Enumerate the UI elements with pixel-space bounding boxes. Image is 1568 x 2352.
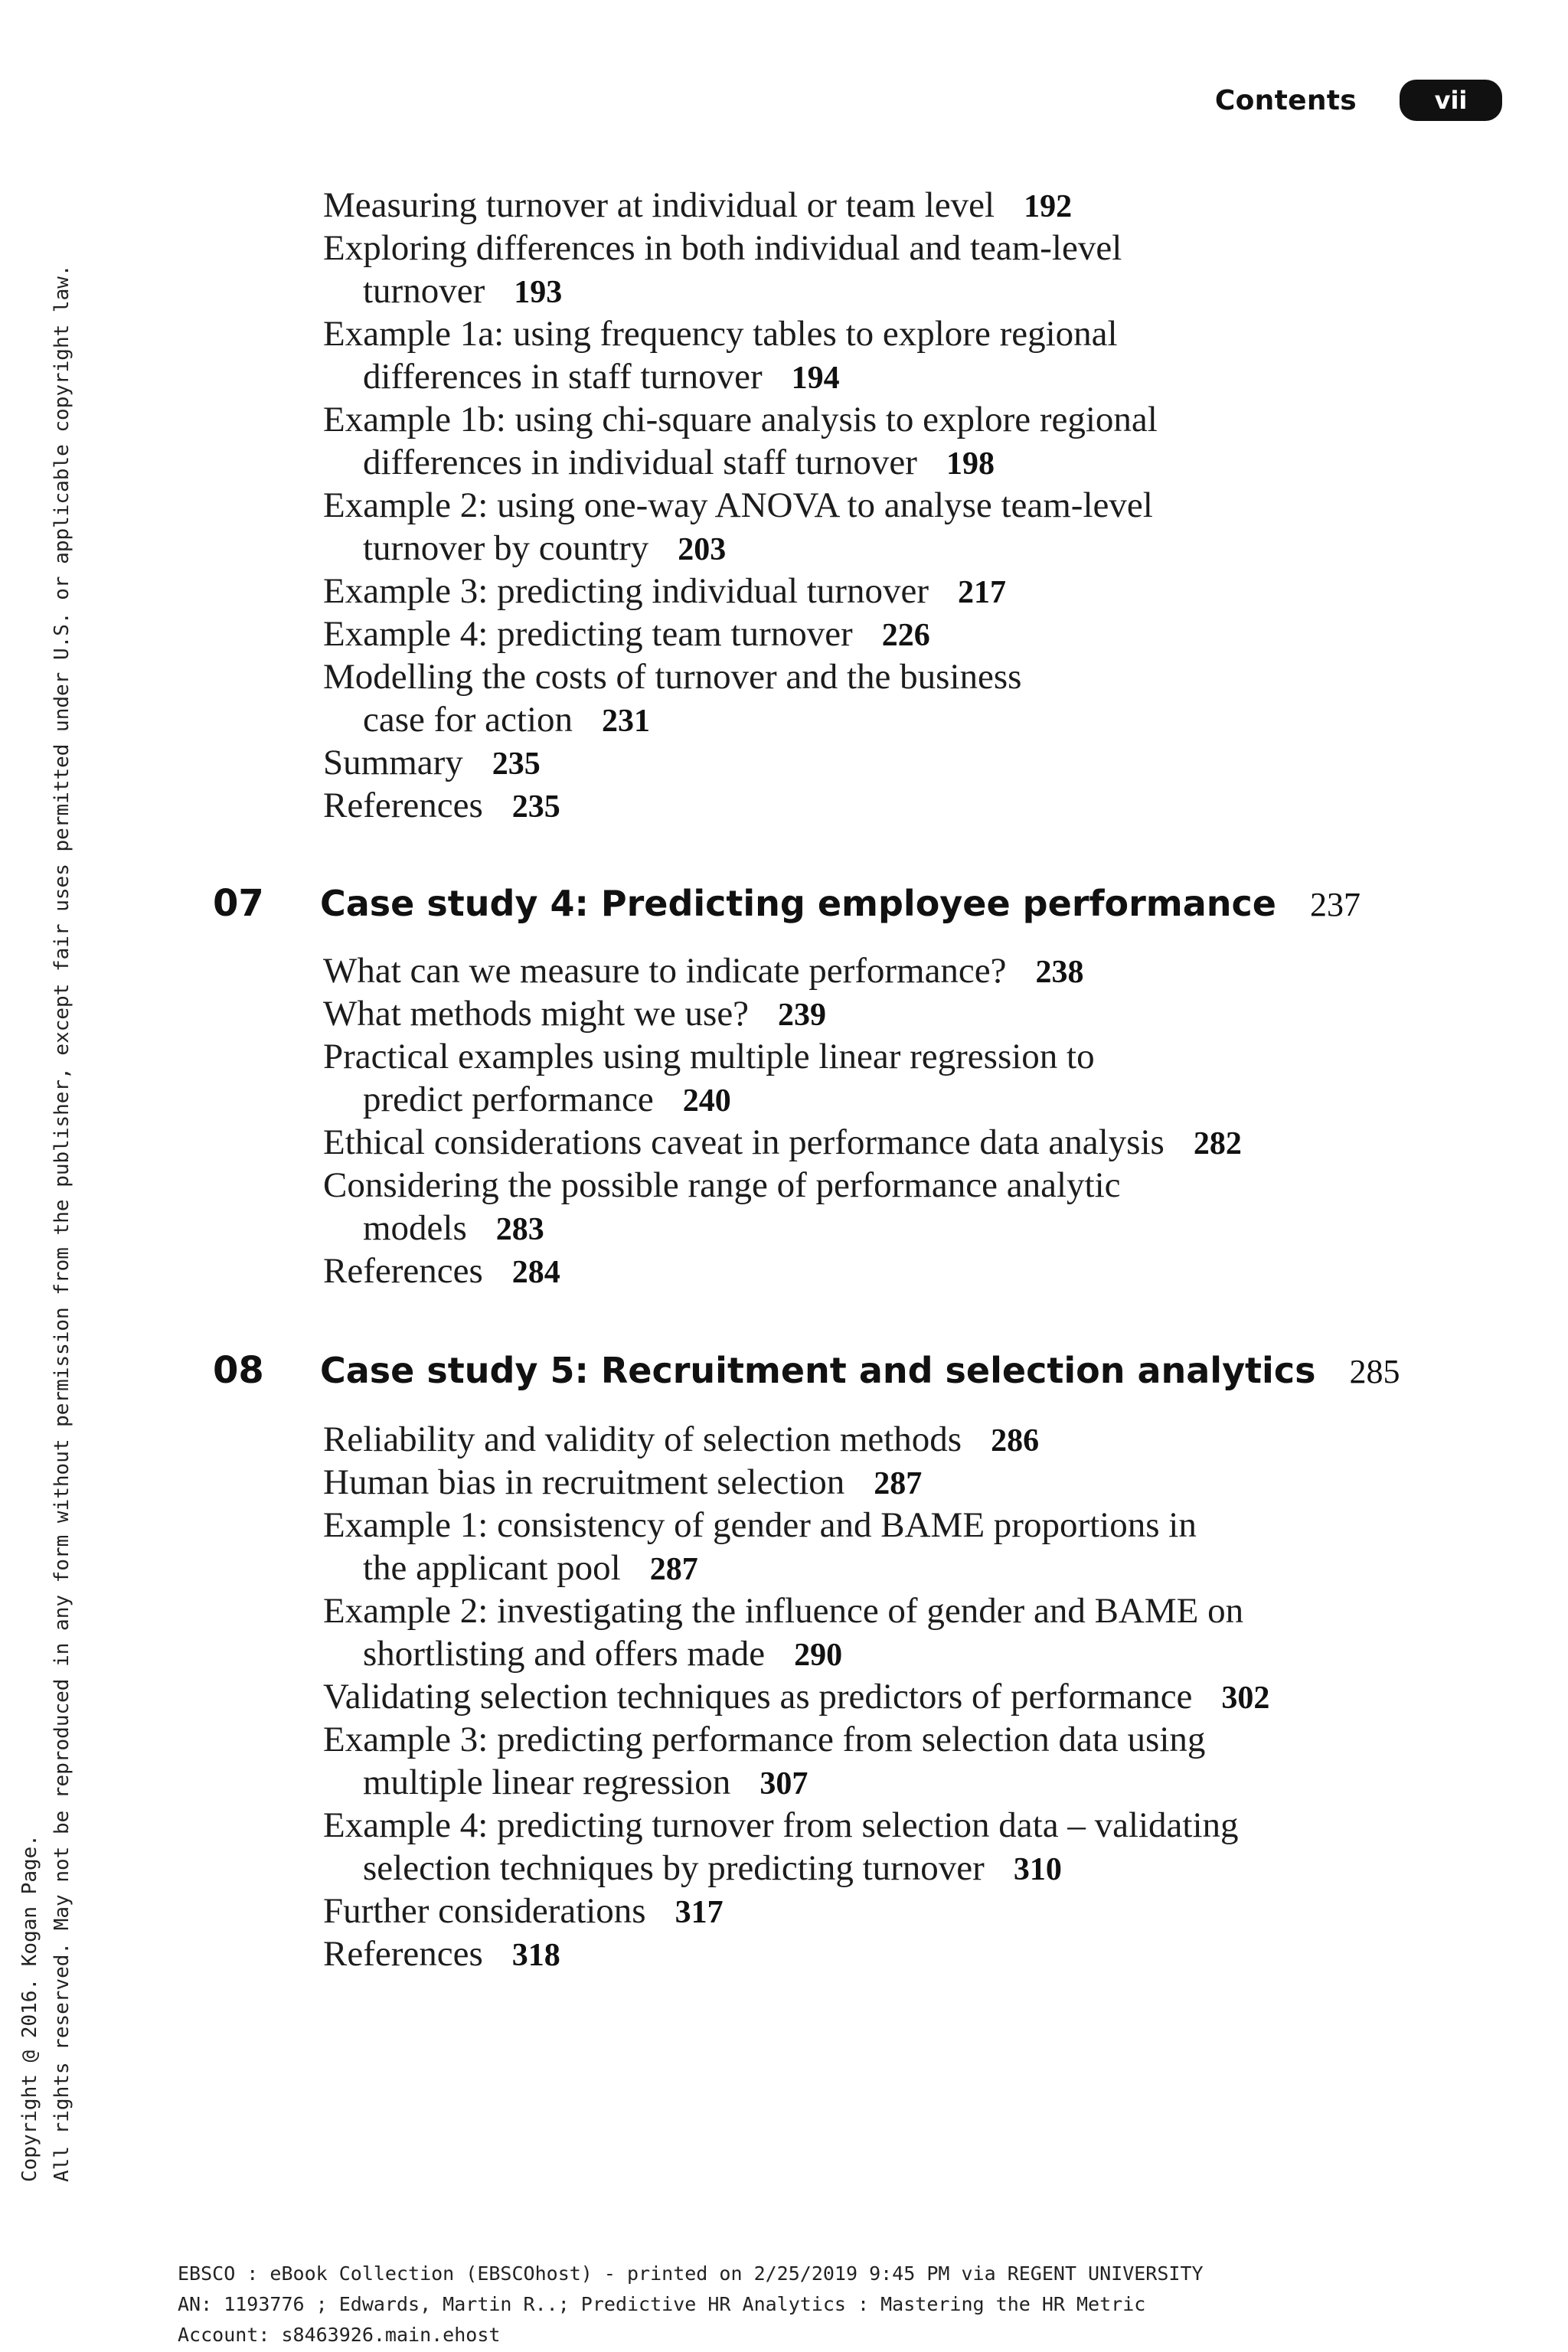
- page-ref: 231: [602, 704, 651, 739]
- chapter-number: 07: [213, 882, 264, 925]
- toc-entry: Example 4: predicting turnover from selection data – validating selection techniques by predicting turnover 310: [323, 1805, 1239, 1888]
- page-ref: 307: [760, 1766, 808, 1802]
- toc-entry: Example 3: predicting performance from selection data using multiple linear regression 307: [323, 1720, 1206, 1802]
- page-header: [1215, 80, 1502, 121]
- running-head-title: Contents: [1214, 84, 1357, 116]
- footer-line-1: EBSCO : eBook Collection (EBSCOhost) - printed on 2/25/2019 9:45 PM via REGENT UNIVERSITY: [178, 2262, 1204, 2285]
- footer-line-2: AN: 1193776 ; Edwards, Martin R..; Predictive HR Analytics : Mastering the HR Metric: [178, 2293, 1146, 2315]
- chapter-title: Case study 4: Predicting employee performance: [320, 883, 1276, 924]
- page-ref: 310: [1013, 1852, 1062, 1887]
- toc-entry: Example 2: investigating the influence of gender and BAME on shortlisting and offers made 290: [323, 1591, 1244, 1674]
- page-ref: 287: [874, 1466, 923, 1501]
- toc-entry: Further considerations 317: [323, 1891, 724, 1931]
- page-ref: 302: [1221, 1681, 1270, 1716]
- page-ref: 203: [678, 532, 727, 567]
- footer-line-3: Account: s8463926.main.ehost: [178, 2324, 501, 2346]
- page-ref: 286: [991, 1423, 1040, 1459]
- page-ref: 198: [946, 446, 995, 482]
- page-ref: 283: [495, 1212, 544, 1247]
- page-ref: 239: [778, 998, 827, 1033]
- toc-entry: Practical examples using multiple linear regression to predict performance 240: [323, 1037, 1095, 1119]
- chapter-page: 237: [1310, 886, 1361, 923]
- toc-entry: Example 4: predicting team turnover 226: [323, 614, 930, 654]
- page-ref: 317: [675, 1895, 724, 1930]
- page-ref: 217: [957, 575, 1006, 610]
- page-number-badge: vii: [1400, 80, 1502, 121]
- toc-entry: Example 1: consistency of gender and BAME proportions in the applicant pool 287: [323, 1505, 1197, 1588]
- page-ref: 240: [682, 1083, 731, 1119]
- page-ref: 192: [1024, 189, 1073, 224]
- page-ref: 282: [1193, 1126, 1242, 1161]
- page-ref: 193: [514, 275, 563, 310]
- page-ref: 226: [881, 618, 930, 653]
- toc-entry: Summary 235: [323, 743, 541, 782]
- chapter-number: 08: [213, 1349, 264, 1392]
- toc-entry: Validating selection techniques as predictors of performance 302: [323, 1677, 1270, 1717]
- toc-entry: Human bias in recruitment selection 287: [323, 1462, 923, 1502]
- toc-entry: Measuring turnover at individual or team level 192: [323, 185, 1073, 225]
- toc-entry: Example 3: predicting individual turnover 217: [323, 571, 1006, 611]
- copyright-line-2: All rights reserved. May not be reproduced in any form without permission from the publisher, except fair uses permitted under U.S. or applicable copyright law.: [51, 264, 74, 2182]
- chapter-title: Case study 5: Recruitment and selection analytics: [320, 1350, 1316, 1391]
- toc-entry: Considering the possible range of performance analytic models 283: [323, 1165, 1121, 1248]
- page-ref: 235: [511, 789, 560, 825]
- toc-entry: Ethical considerations caveat in performance data analysis 282: [323, 1122, 1242, 1162]
- toc-entry: Example 1a: using frequency tables to explore regional differences in staff turnover 194: [323, 314, 1118, 397]
- page-ref: 318: [511, 1938, 560, 1973]
- toc-entry: Reliability and validity of selection methods 286: [323, 1419, 1040, 1459]
- page-ref: 284: [511, 1255, 560, 1290]
- page-ref: 194: [791, 361, 840, 396]
- toc-entry: References 235: [323, 786, 560, 825]
- page-ref: 287: [649, 1552, 698, 1587]
- chapter-page: 285: [1349, 1353, 1400, 1390]
- toc-entry: What can we measure to indicate performance? 238: [323, 951, 1084, 991]
- toc-entry: References 318: [323, 1934, 560, 1974]
- toc-entry: Example 1b: using chi-square analysis to explore regional differences in individual staff turnover 198: [323, 400, 1158, 482]
- page-ref: 235: [492, 746, 541, 782]
- toc-entry: Example 2: using one-way ANOVA to analyse team-level turnover by country 203: [323, 485, 1153, 568]
- toc-entry: Modelling the costs of turnover and the business case for action 231: [323, 657, 1022, 740]
- page-ref: 238: [1035, 955, 1084, 990]
- toc-entry: What methods might we use? 239: [323, 994, 827, 1034]
- chapter-heading: [213, 1349, 1400, 1392]
- chapter-heading: [213, 882, 1361, 925]
- print-footer: [178, 2259, 1204, 2350]
- toc-entry: References 284: [323, 1251, 560, 1291]
- toc-entry: Exploring differences in both individual and team-level turnover 193: [323, 228, 1122, 311]
- copyright-notice: [14, 264, 78, 2182]
- copyright-line-1: Copyright @ 2016. Kogan Page.: [18, 1834, 41, 2182]
- page-ref: 290: [794, 1638, 843, 1673]
